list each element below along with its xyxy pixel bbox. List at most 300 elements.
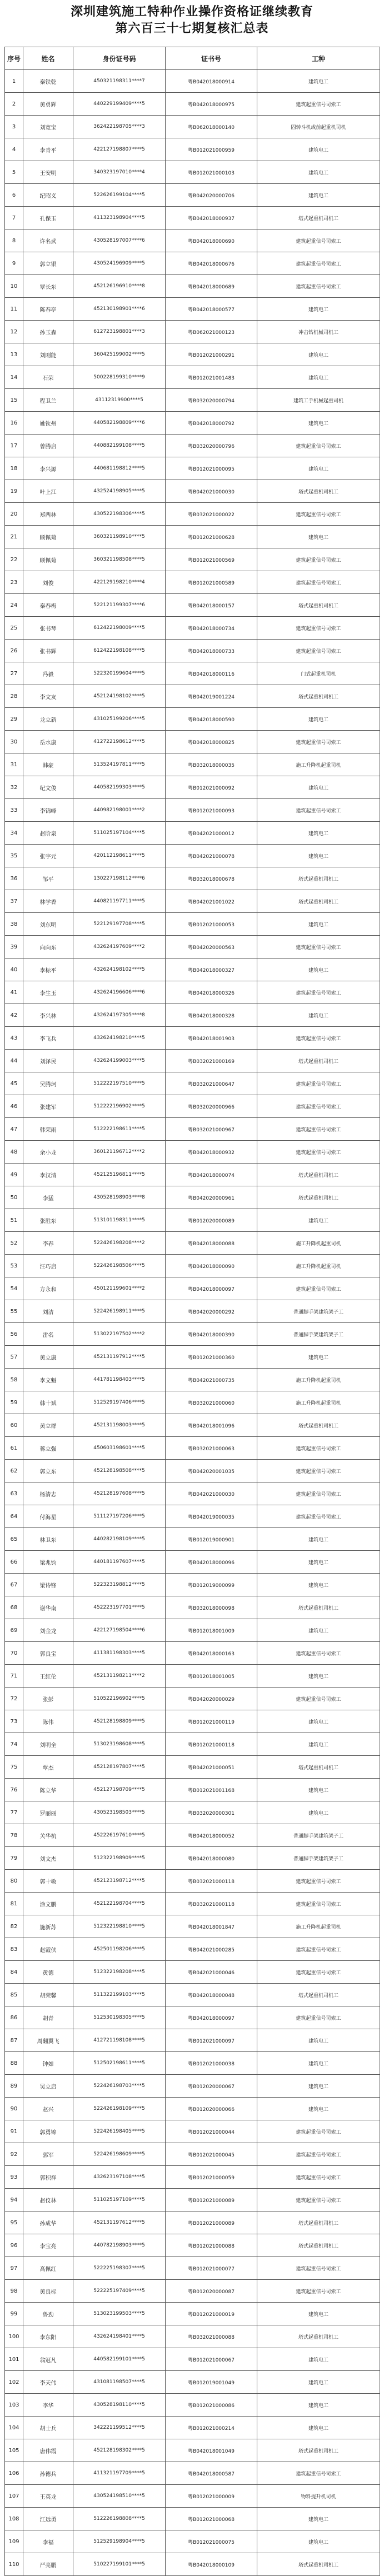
table-row <box>5 184 380 207</box>
table-row <box>5 2371 380 2394</box>
cell-name: 张书琴 <box>23 617 73 640</box>
cell-certificate-number: 粤B032018000678 <box>166 867 257 890</box>
table-row <box>5 1779 380 1801</box>
cell-id-number: 450121199601****2 <box>73 1277 166 1300</box>
cell-certificate-number: 粤B042018000163 <box>166 1642 257 1665</box>
cell-name: 刘文杰 <box>23 1847 73 1870</box>
table-row <box>5 1801 380 1824</box>
cell-job-type: 建筑电工 <box>257 1551 380 1574</box>
cell-job-type: 建筑电工 <box>257 298 380 321</box>
cell-job-type: 塔式起重机司机工 <box>257 2553 380 2576</box>
cell-certificate-number: 粤B012021000103 <box>166 161 257 184</box>
cell-id-number: 512322198909****5 <box>73 1847 166 1870</box>
cell-job-type: 施工升降机起重司机 <box>257 753 380 776</box>
table-row <box>5 1870 380 1893</box>
cell-index: 109 <box>5 2530 23 2553</box>
cell-id-number: 522426198506****5 <box>73 1255 166 1277</box>
cell-name: 刘金龙 <box>23 1619 73 1642</box>
title-line-2: 第六百三十七期复核汇总表 <box>115 21 269 36</box>
cell-id-number: 511127197206****5 <box>73 1505 166 1528</box>
cell-certificate-number: 粤B042018000116 <box>166 662 257 685</box>
cell-certificate-number: 粤B032020000301 <box>166 1801 257 1824</box>
cell-index: 6 <box>5 184 23 207</box>
cell-name: 陈立华 <box>23 1779 73 1801</box>
cell-certificate-number: 粤B042018000109 <box>166 2553 257 2576</box>
cell-id-number: 412722198612****5 <box>73 731 166 753</box>
cell-name: 刘刚能 <box>23 343 73 366</box>
table-row <box>5 457 380 480</box>
cell-id-number: 511322199103****5 <box>73 1984 166 2006</box>
cell-id-number: 452128198508****5 <box>73 1460 166 1482</box>
cell-job-type: 塔式起重机司机工 <box>257 2439 380 2462</box>
cell-name: 赵仪林 <box>23 2189 73 2211</box>
cell-certificate-number: 粤B042018000096 <box>166 1551 257 1574</box>
cell-job-type: 建筑电工 <box>257 161 380 184</box>
cell-name: 王安明 <box>23 161 73 184</box>
cell-name: 钟如 <box>23 2052 73 2075</box>
cell-job-type: 建筑电工 <box>257 457 380 480</box>
table-row <box>5 2234 380 2257</box>
cell-certificate-number: 粤B012021000086 <box>166 2394 257 2417</box>
table-row <box>5 2303 380 2325</box>
table-row <box>5 2394 380 2417</box>
cell-name: 郭勇锦 <box>23 2120 73 2143</box>
cell-job-type: 塔式起重机司机工 <box>257 207 380 229</box>
cell-job-type: 建筑电工 <box>257 2075 380 2098</box>
cell-name: 李青平 <box>23 138 73 161</box>
cell-index: 42 <box>5 1004 23 1027</box>
cell-index: 80 <box>5 1870 23 1893</box>
cell-name: 韩豪 <box>23 753 73 776</box>
cell-certificate-number: 粤B042021000285 <box>166 1938 257 1961</box>
cell-name: 李文魁 <box>23 1369 73 1391</box>
cell-name: 邹平 <box>23 867 73 890</box>
cell-job-type: 建筑起重信号司索工 <box>257 93 380 116</box>
cell-name: 顾佩菊 <box>23 548 73 571</box>
cell-index: 36 <box>5 867 23 890</box>
cell-index: 67 <box>5 1574 23 1596</box>
cell-index: 16 <box>5 412 23 435</box>
cell-id-number: 513101198311****5 <box>73 1209 166 1232</box>
cell-job-type: 建筑起重信号司索工 <box>257 1095 380 1118</box>
cell-id-number: 432624198401****5 <box>73 2325 166 2348</box>
cell-id-number: 430524196909****5 <box>73 252 166 275</box>
cell-job-type: 建筑电工 <box>257 2530 380 2553</box>
cell-job-type: 建筑电工 <box>257 708 380 731</box>
cell-certificate-number: 粤B012021000067 <box>166 2348 257 2371</box>
cell-job-type: 建筑起重信号司索工 <box>257 435 380 457</box>
cell-certificate-number: 粤B012021000038 <box>166 2052 257 2075</box>
cell-job-type: 固转斗机或前起重机司机 <box>257 116 380 138</box>
cell-id-number: 512529197406****5 <box>73 1391 166 1414</box>
cell-id-number: 522426198703****5 <box>73 2075 166 2098</box>
cell-name: 翁冠凡 <box>23 2348 73 2371</box>
table-row <box>5 1118 380 1141</box>
cell-job-type: 建筑起重信号司索工 <box>257 1460 380 1482</box>
cell-name: 李飞兵 <box>23 1027 73 1050</box>
cell-name: 覃长东 <box>23 275 73 298</box>
cell-id-number: 510227199101****5 <box>73 2553 166 2576</box>
cell-job-type: 建筑起重信号司索工 <box>257 2189 380 2211</box>
table-row <box>5 1893 380 1915</box>
cell-id-number: 522121199307****6 <box>73 594 166 617</box>
cell-index: 54 <box>5 1277 23 1300</box>
table-row <box>5 1255 380 1277</box>
cell-certificate-number: 粤B012021000075 <box>166 2530 257 2553</box>
cell-certificate-number: 粤B042018001903 <box>166 1027 257 1050</box>
cell-certificate-number: 粤B012018001005 <box>166 1665 257 1688</box>
table-row <box>5 1596 380 1619</box>
cell-certificate-number: 粤B042021000046 <box>166 1961 257 1984</box>
table-row <box>5 1619 380 1642</box>
cell-job-type: 塔式起重机司机工 <box>257 1050 380 1072</box>
table-row <box>5 1847 380 1870</box>
cell-id-number: 43112319900****5 <box>73 389 166 412</box>
header-row <box>5 47 380 70</box>
cell-name: 叶上江 <box>23 480 73 503</box>
cell-name: 杨清志 <box>23 1482 73 1505</box>
cell-index: 84 <box>5 1961 23 1984</box>
cell-index: 55 <box>5 1300 23 1323</box>
cell-id-number: 452123198712****5 <box>73 1870 166 1893</box>
cell-id-number: 500228199310****9 <box>73 366 166 389</box>
cell-job-type: 建筑起重信号司索工 <box>257 799 380 822</box>
cell-job-type: 建筑起重信号司索工 <box>257 1505 380 1528</box>
cell-name: 黄勇辉 <box>23 93 73 116</box>
cell-name: 张建军 <box>23 1095 73 1118</box>
document-title <box>0 0 384 47</box>
cell-id-number: 431025199206****5 <box>73 708 166 731</box>
cell-job-type: 建筑电工 <box>257 2052 380 2075</box>
cell-job-type: 建筑电工 <box>257 1801 380 1824</box>
cell-id-number: 362422198705****3 <box>73 116 166 138</box>
cell-index: 70 <box>5 1642 23 1665</box>
table-row <box>5 1574 380 1596</box>
cell-index: 39 <box>5 936 23 958</box>
cell-job-type: 建筑起重信号司索工 <box>257 1938 380 1961</box>
cell-index: 90 <box>5 2098 23 2120</box>
cell-index: 73 <box>5 1710 23 1733</box>
cell-id-number: 440982198001****2 <box>73 799 166 822</box>
cell-certificate-number: 粤B032021000647 <box>166 1072 257 1095</box>
table-row <box>5 1551 380 1574</box>
cell-index: 81 <box>5 1893 23 1915</box>
cell-id-number: 522323198812****5 <box>73 1574 166 1596</box>
cell-id-number: 422127198504****6 <box>73 1619 166 1642</box>
cell-job-type: 建筑电工 <box>257 1710 380 1733</box>
cell-index: 26 <box>5 640 23 662</box>
table-row <box>5 229 380 252</box>
cell-id-number: 440229199409****5 <box>73 93 166 116</box>
cell-name: 陈春亭 <box>23 298 73 321</box>
cell-job-type: 建筑电工 <box>257 2394 380 2417</box>
cell-certificate-number: 粤B062021000123 <box>166 321 257 343</box>
cell-id-number: 450603198601****5 <box>73 1437 166 1460</box>
table-row <box>5 1460 380 1482</box>
cell-name: 赵兴 <box>23 2098 73 2120</box>
cell-name: 许名武 <box>23 229 73 252</box>
cell-index: 103 <box>5 2394 23 2417</box>
cell-index: 57 <box>5 1346 23 1369</box>
cell-index: 34 <box>5 822 23 845</box>
cell-job-type: 塔式起重机司机工 <box>257 480 380 503</box>
cell-job-type: 建筑起重信号司索工 <box>257 1277 380 1300</box>
table-row <box>5 1095 380 1118</box>
cell-index: 32 <box>5 776 23 799</box>
cell-name: 胡青 <box>23 2006 73 2029</box>
cell-certificate-number: 粤B032021000118 <box>166 1893 257 1915</box>
cell-name: 黄立康 <box>23 1346 73 1369</box>
cell-certificate-number: 粤B042019000035 <box>166 1505 257 1528</box>
cell-job-type: 建筑起重信号司索工 <box>257 1893 380 1915</box>
cell-name: 岳水康 <box>23 731 73 753</box>
cell-certificate-number: 粤B012020000089 <box>166 1209 257 1232</box>
cell-job-type: 建筑起重信号司索工 <box>257 252 380 275</box>
cell-certificate-number: 粤B012020000067 <box>166 2075 257 2098</box>
table-row <box>5 321 380 343</box>
table-row <box>5 1733 380 1756</box>
cell-id-number: 440582199101****5 <box>73 2348 166 2371</box>
cell-name: 吴立启 <box>23 2075 73 2098</box>
table-row <box>5 617 380 640</box>
cell-job-type: 建筑电工 <box>257 526 380 548</box>
cell-id-number: 522426198609****5 <box>73 2143 166 2166</box>
cell-index: 65 <box>5 1528 23 1551</box>
cell-index: 40 <box>5 958 23 981</box>
cell-index: 18 <box>5 457 23 480</box>
cell-job-type: 建筑电工 <box>257 1346 380 1369</box>
cell-certificate-number: 粤B012021000019 <box>166 2303 257 2325</box>
cell-id-number: 452226197610****5 <box>73 1824 166 1847</box>
cell-name: 郭良宝 <box>23 1642 73 1665</box>
cell-name: 刘宽宝 <box>23 116 73 138</box>
cell-index: 50 <box>5 1186 23 1209</box>
cell-index: 107 <box>5 2485 23 2508</box>
cell-job-type: 塔式起重机司机工 <box>257 2211 380 2234</box>
cell-certificate-number: 粤B042020000292 <box>166 1300 257 1323</box>
cell-job-type: 施工升降机起重司机 <box>257 1255 380 1277</box>
cell-name: 李生玉 <box>23 981 73 1004</box>
cell-name: 罗丽丽 <box>23 1801 73 1824</box>
cell-certificate-number: 粤B012021000059 <box>166 2166 257 2189</box>
cell-certificate-number: 粤B042018000914 <box>166 70 257 93</box>
cell-id-number: 432524198905****5 <box>73 480 166 503</box>
table-row <box>5 207 380 229</box>
cell-job-type: 建筑起重信号司索工 <box>257 1072 380 1095</box>
cell-name: 严亮鹏 <box>23 2553 73 2576</box>
cell-id-number: 440181197607****5 <box>73 1551 166 1574</box>
cell-index: 47 <box>5 1118 23 1141</box>
cell-certificate-number: 粤B042018000097 <box>166 2006 257 2029</box>
cell-id-number: 452128197807****5 <box>73 1756 166 1779</box>
cell-index: 63 <box>5 1482 23 1505</box>
cell-index: 46 <box>5 1095 23 1118</box>
cell-job-type: 建筑电工 <box>257 184 380 207</box>
cell-certificate-number: 粤B042018000097 <box>166 1277 257 1300</box>
table-row <box>5 1027 380 1050</box>
cell-index: 45 <box>5 1072 23 1095</box>
cell-certificate-number: 粤B012021000119 <box>166 1710 257 1733</box>
cell-name: 郭十敏 <box>23 1870 73 1893</box>
cell-id-number: 612723198801****3 <box>73 321 166 343</box>
cell-name: 张宇元 <box>23 845 73 867</box>
title-line-1: 深圳建筑施工特种作业操作资格证继续教育 <box>70 4 313 19</box>
cell-id-number: 612422198108****5 <box>73 640 166 662</box>
cell-id-number: 522426198405****5 <box>73 2120 166 2143</box>
cell-index: 3 <box>5 116 23 138</box>
table-row <box>5 1300 380 1323</box>
cell-index: 79 <box>5 1847 23 1870</box>
cell-id-number: 522626199104****5 <box>73 184 166 207</box>
table-row <box>5 2075 380 2098</box>
cell-index: 95 <box>5 2211 23 2234</box>
cell-id-number: 512529198904****5 <box>73 2530 166 2553</box>
table-row <box>5 708 380 731</box>
cell-index: 2 <box>5 93 23 116</box>
cell-id-number: 430523198503****5 <box>73 1801 166 1824</box>
cell-id-number: 452128197608****5 <box>73 1482 166 1505</box>
cell-job-type: 建筑起重信号司索工 <box>257 1027 380 1050</box>
cell-certificate-number: 粤B042020000961 <box>166 1186 257 1209</box>
cell-certificate-number: 粤B012021000214 <box>166 2417 257 2439</box>
table-row <box>5 1984 380 2006</box>
cell-index: 97 <box>5 2257 23 2280</box>
cell-job-type: 建筑起重信号司索工 <box>257 640 380 662</box>
cell-name: 余小龙 <box>23 1141 73 1164</box>
cell-name: 关华杭 <box>23 1824 73 1847</box>
cell-index: 17 <box>5 435 23 457</box>
cell-name: 付海星 <box>23 1505 73 1528</box>
cell-name: 李锦峰 <box>23 799 73 822</box>
cell-certificate-number: 粤B042018000937 <box>166 207 257 229</box>
table-row <box>5 389 380 412</box>
cell-name: 冯毅 <box>23 662 73 685</box>
cell-name: 郭立银 <box>23 252 73 275</box>
table-row <box>5 1346 380 1369</box>
cell-name: 张胜东 <box>23 1209 73 1232</box>
cell-certificate-number: 粤B042021001022 <box>166 890 257 913</box>
cell-certificate-number: 粤B012021000068 <box>166 2508 257 2530</box>
cell-index: 71 <box>5 1665 23 1688</box>
cell-id-number: 513023198608****5 <box>73 1733 166 1756</box>
table-row <box>5 366 380 389</box>
cell-job-type: 建筑电工 <box>257 70 380 93</box>
cell-index: 62 <box>5 1460 23 1482</box>
cell-job-type: 建筑电工 <box>257 776 380 799</box>
cell-certificate-number: 粤B042018000733 <box>166 640 257 662</box>
cell-certificate-number: 粤B042018000390 <box>166 1323 257 1346</box>
cell-id-number: 360321198508****5 <box>73 548 166 571</box>
cell-job-type: 建筑起重信号司索工 <box>257 275 380 298</box>
cell-job-type: 施工升降机起重司机 <box>257 1915 380 1938</box>
cell-index: 53 <box>5 1255 23 1277</box>
cell-certificate-number: 粤B012021000628 <box>166 526 257 548</box>
cell-certificate-number: 粤B042021000030 <box>166 1482 257 1505</box>
table-row <box>5 2417 380 2439</box>
cell-index: 1 <box>5 70 23 93</box>
cell-name: 方永和 <box>23 1277 73 1300</box>
cell-id-number: 430528197007****6 <box>73 229 166 252</box>
cell-id-number: 431081198507****5 <box>73 2371 166 2394</box>
cell-certificate-number: 粤B042020000563 <box>166 936 257 958</box>
cell-name: 姚钦州 <box>23 412 73 435</box>
cell-id-number: 452131198003****5 <box>73 1414 166 1437</box>
cell-name: 石荣 <box>23 366 73 389</box>
cell-certificate-number: 粤B042018001847 <box>166 1915 257 1938</box>
cell-name: 龙立新 <box>23 708 73 731</box>
table-row <box>5 822 380 845</box>
table-row <box>5 2052 380 2075</box>
table-row <box>5 1050 380 1072</box>
table-row <box>5 2006 380 2029</box>
cell-index: 93 <box>5 2166 23 2189</box>
cell-certificate-number: 粤B012021000360 <box>166 1346 257 1369</box>
cell-id-number: 430528198110****5 <box>73 2394 166 2417</box>
cell-name: 郭立东 <box>23 1460 73 1482</box>
cell-index: 8 <box>5 229 23 252</box>
cell-id-number: 432624197609****2 <box>73 936 166 958</box>
table-row <box>5 1141 380 1164</box>
cell-index: 28 <box>5 685 23 708</box>
table-row <box>5 1186 380 1209</box>
table-row <box>5 1528 380 1551</box>
table-row <box>5 640 380 662</box>
cell-id-number: 412721198108****5 <box>73 2029 166 2052</box>
cell-certificate-number: 粤B012021000089 <box>166 2211 257 2234</box>
cell-name: 李天伟 <box>23 2371 73 2394</box>
cell-index: 10 <box>5 275 23 298</box>
cell-name: 刘俊 <box>23 571 73 594</box>
table-row <box>5 2189 380 2211</box>
cell-name: 李华 <box>23 2394 73 2417</box>
cell-job-type: 冲击钻机械司机工 <box>257 321 380 343</box>
cell-certificate-number: 粤B042018000328 <box>166 1004 257 1027</box>
cell-certificate-number: 粤B042021000078 <box>166 845 257 867</box>
cell-job-type: 建筑电工 <box>257 845 380 867</box>
header-job-type: 工种 <box>257 47 380 70</box>
cell-name: 王英龙 <box>23 2485 73 2508</box>
table-row <box>5 913 380 936</box>
cell-name: 黄立群 <box>23 1414 73 1437</box>
cell-certificate-number: 粤B012019001049 <box>166 2371 257 2394</box>
cell-certificate-number: 粤B012019000099 <box>166 1574 257 1596</box>
cell-index: 64 <box>5 1505 23 1528</box>
cell-id-number: 440582198809****6 <box>73 412 166 435</box>
cell-id-number: 420112198611****5 <box>73 845 166 867</box>
cell-certificate-number: 粤B012021000093 <box>166 799 257 822</box>
cell-certificate-number: 粤B042018000074 <box>166 1164 257 1186</box>
cell-certificate-number: 粤B042018000587 <box>166 2462 257 2485</box>
table-row <box>5 1004 380 1027</box>
cell-certificate-number: 粤B042018000090 <box>166 1255 257 1277</box>
table-row <box>5 662 380 685</box>
cell-name: 刘洁 <box>23 1300 73 1323</box>
cell-name: 黄良标 <box>23 2280 73 2303</box>
cell-job-type: 建筑起重信号司索工 <box>257 617 380 640</box>
cell-job-type: 建筑起重信号司索工 <box>257 571 380 594</box>
cell-certificate-number: 粤B042018000048 <box>166 1984 257 2006</box>
cell-job-type: 建筑起重信号司索工 <box>257 1688 380 1710</box>
table-row <box>5 2462 380 2485</box>
cell-name: 黄德 <box>23 1961 73 1984</box>
cell-name: 李兴源 <box>23 457 73 480</box>
table-row <box>5 2257 380 2280</box>
table-row <box>5 1710 380 1733</box>
cell-name: 孙玉森 <box>23 321 73 343</box>
cell-name: 梁诗锋 <box>23 1574 73 1596</box>
cell-index: 44 <box>5 1050 23 1072</box>
cell-name: 郭积祥 <box>23 2166 73 2189</box>
